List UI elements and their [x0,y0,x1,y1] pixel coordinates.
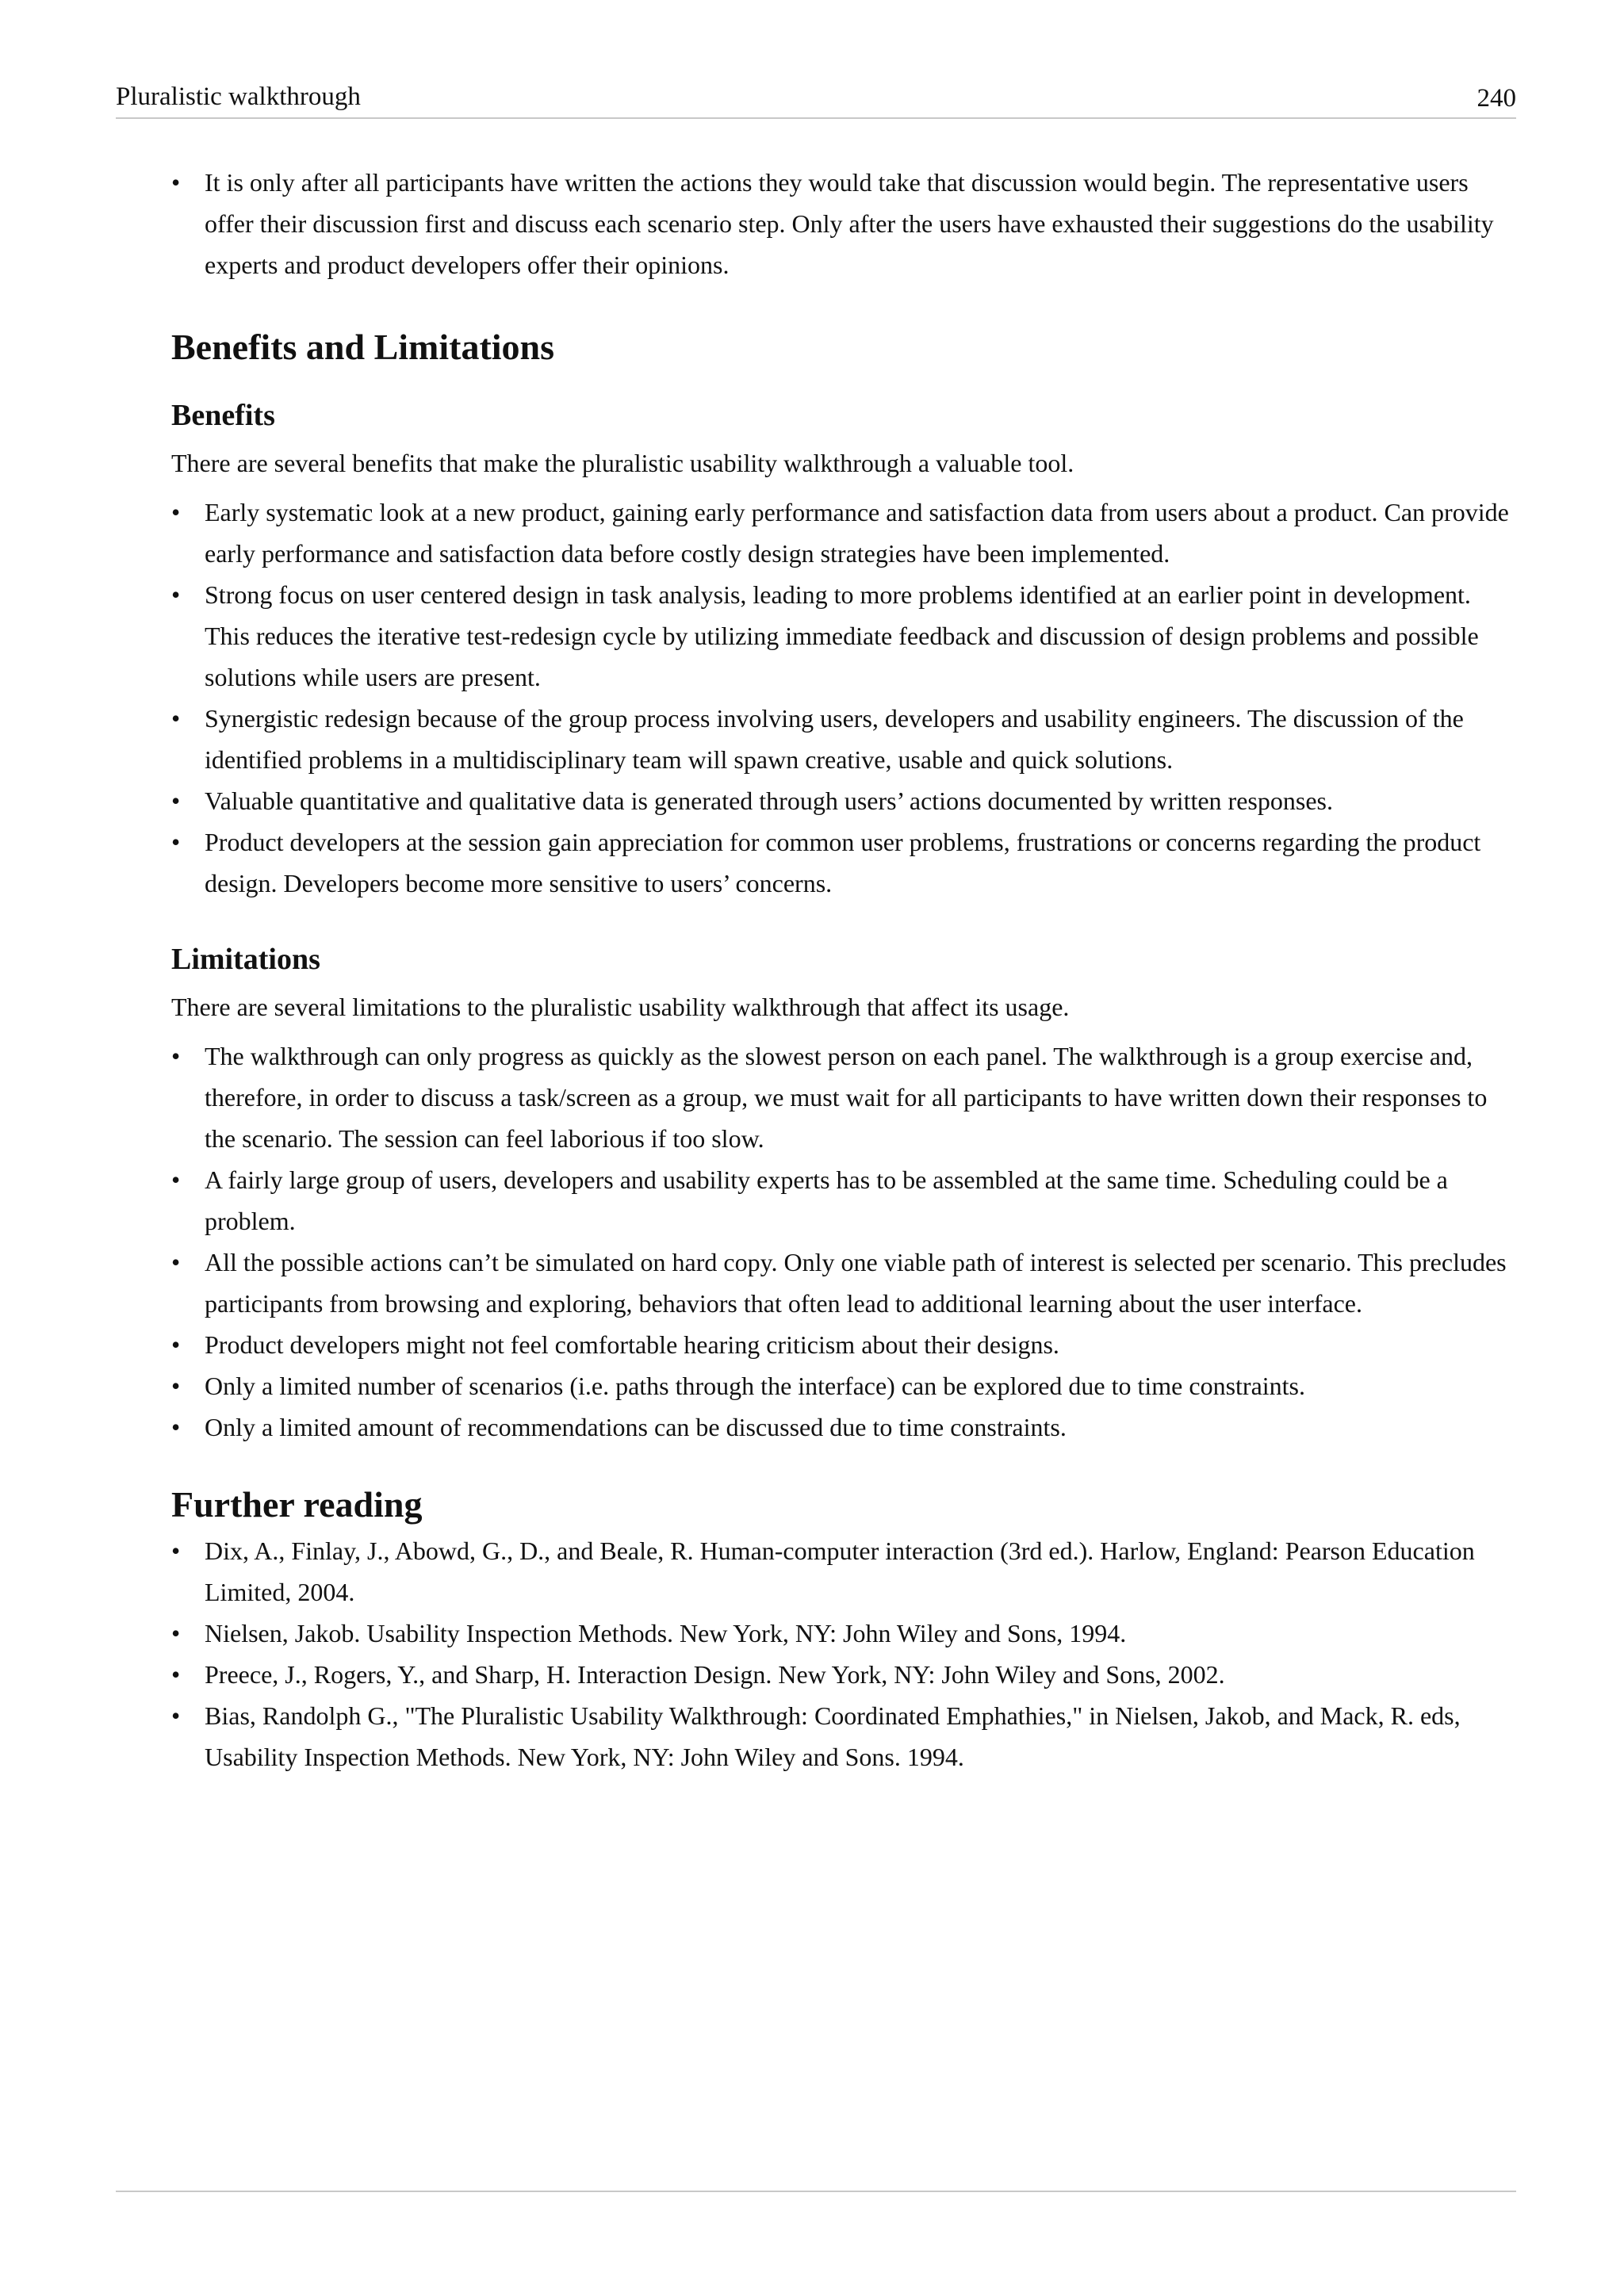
list-item-text: Only a limited number of scenarios (i.e. paths through the interface) can be explored due to time constraints. [205,1372,1305,1400]
bullet-glyph: • [171,1413,181,1441]
list-item [171,1324,1519,1365]
page-content [171,162,1519,1777]
bullet-glyph: • [171,1701,181,1730]
list-item [171,698,1519,780]
list-item [171,1242,1519,1324]
section-heading-benefits-limitations: Benefits and Limitations [171,327,555,367]
page-number: 240 [1477,84,1516,113]
bullet-glyph: • [171,1248,181,1276]
list-item-text: Product developers at the session gain appreciation for common user problems, frustrations or concerns regarding the product design. Developers become more sensitive to users’ concerns. [205,828,1481,897]
list-item-text: All the possible actions can’t be simulated on hard copy. Only one viable path of interest is selected per scenario. This precludes participants from browsing and exploring, behaviors that often lead to additional learning about the user interface. [205,1248,1507,1318]
bullet-glyph: • [171,168,181,197]
list-item-text: The walkthrough can only progress as quickly as the slowest person on each panel. The walkthrough is a group exercise and, therefore, in order to discuss a task/screen as a group, we must wait for all participants to have written down their responses to the scenario. The session can feel laborious if too slow. [205,1042,1488,1153]
subsection-heading-benefits: Benefits [171,399,275,432]
bullet-glyph: • [171,580,181,609]
list-item-text: Nielsen, Jakob. Usability Inspection Methods. New York, NY: John Wiley and Sons, 1994. [205,1619,1127,1647]
list-item [171,1035,1519,1159]
list-item [171,162,1519,285]
bullet-glyph: • [171,1165,181,1194]
running-title: Pluralistic walkthrough [116,82,361,111]
further-reading-list [171,1530,1519,1777]
bullet-glyph: • [171,704,181,733]
footer-divider [116,2191,1516,2192]
limitations-intro: There are several limitations to the pluralistic usability walkthrough that affect its usage. [171,993,1070,1021]
subsection-heading-limitations: Limitations [171,943,320,976]
bullet-glyph: • [171,1619,181,1647]
list-item-text: A fairly large group of users, developers and usability experts has to be assembled at the same time. Scheduling could be a problem. [205,1165,1448,1235]
list-item-text: Valuable quantitative and qualitative data is generated through users’ actions documented by written responses. [205,786,1333,815]
list-item [171,1654,1519,1695]
list-item [171,492,1519,574]
list-item [171,821,1519,904]
benefits-intro: There are several benefits that make the pluralistic usability walkthrough a valuable tool. [171,449,1074,477]
bullet-glyph: • [171,498,181,526]
list-item [171,1406,1519,1448]
list-item-text: Strong focus on user centered design in task analysis, leading to more problems identified at an earlier point in development. This reduces the iterative test-redesign cycle by utilizing immediate feedback and discussion of design problems and possible solutions while users are present. [205,580,1479,691]
list-item-text: Only a limited amount of recommendations can be discussed due to time constraints. [205,1413,1067,1441]
bullet-glyph: • [171,828,181,856]
bullet-glyph: • [171,1660,181,1689]
bullet-glyph: • [171,786,181,815]
bullet-glyph: • [171,1330,181,1359]
list-item [171,1695,1519,1777]
list-item-text: Bias, Randolph G., "The Pluralistic Usability Walkthrough: Coordinated Emphathies," in Nielsen, Jakob, and Mack, R. eds, Usability Inspection Methods. New York, NY: John Wiley and Sons. 1994. [205,1701,1461,1771]
bullet-glyph: • [171,1372,181,1400]
list-item [171,1365,1519,1406]
list-item [171,574,1519,698]
page-header [116,78,1516,119]
list-item-text: Early systematic look at a new product, gaining early performance and satisfaction data from users about a product. Can provide early performance and satisfaction data before costly design strategies have been implemented. [205,498,1509,568]
list-item [171,1613,1519,1654]
limitations-list [171,1035,1519,1448]
intro-bullet-list [171,162,1519,285]
list-item-text: It is only after all participants have written the actions they would take that discussion would begin. The representative users offer their discussion first and discuss each scenario step. Only after the users have exhausted their suggestions do the usability experts and product developers offer their opinions. [205,168,1494,279]
bullet-glyph: • [171,1042,181,1070]
list-item [171,780,1519,821]
list-item-text: Dix, A., Finlay, J., Abowd, G., D., and Beale, R. Human-computer interaction (3rd ed.). Harlow, England: Pearson Education Limited, 2004. [205,1536,1475,1606]
section-heading-further-reading: Further reading [171,1484,423,1525]
list-item-text: Synergistic redesign because of the group process involving users, developers and usability engineers. The discussion of the identified problems in a multidisciplinary team will spawn creative, usable and quick solutions. [205,704,1464,774]
bullet-glyph: • [171,1536,181,1565]
list-item [171,1159,1519,1242]
list-item [171,1530,1519,1613]
benefits-list [171,492,1519,904]
list-item-text: Product developers might not feel comfortable hearing criticism about their designs. [205,1330,1059,1359]
list-item-text: Preece, J., Rogers, Y., and Sharp, H. Interaction Design. New York, NY: John Wiley and Sons, 2002. [205,1660,1225,1689]
